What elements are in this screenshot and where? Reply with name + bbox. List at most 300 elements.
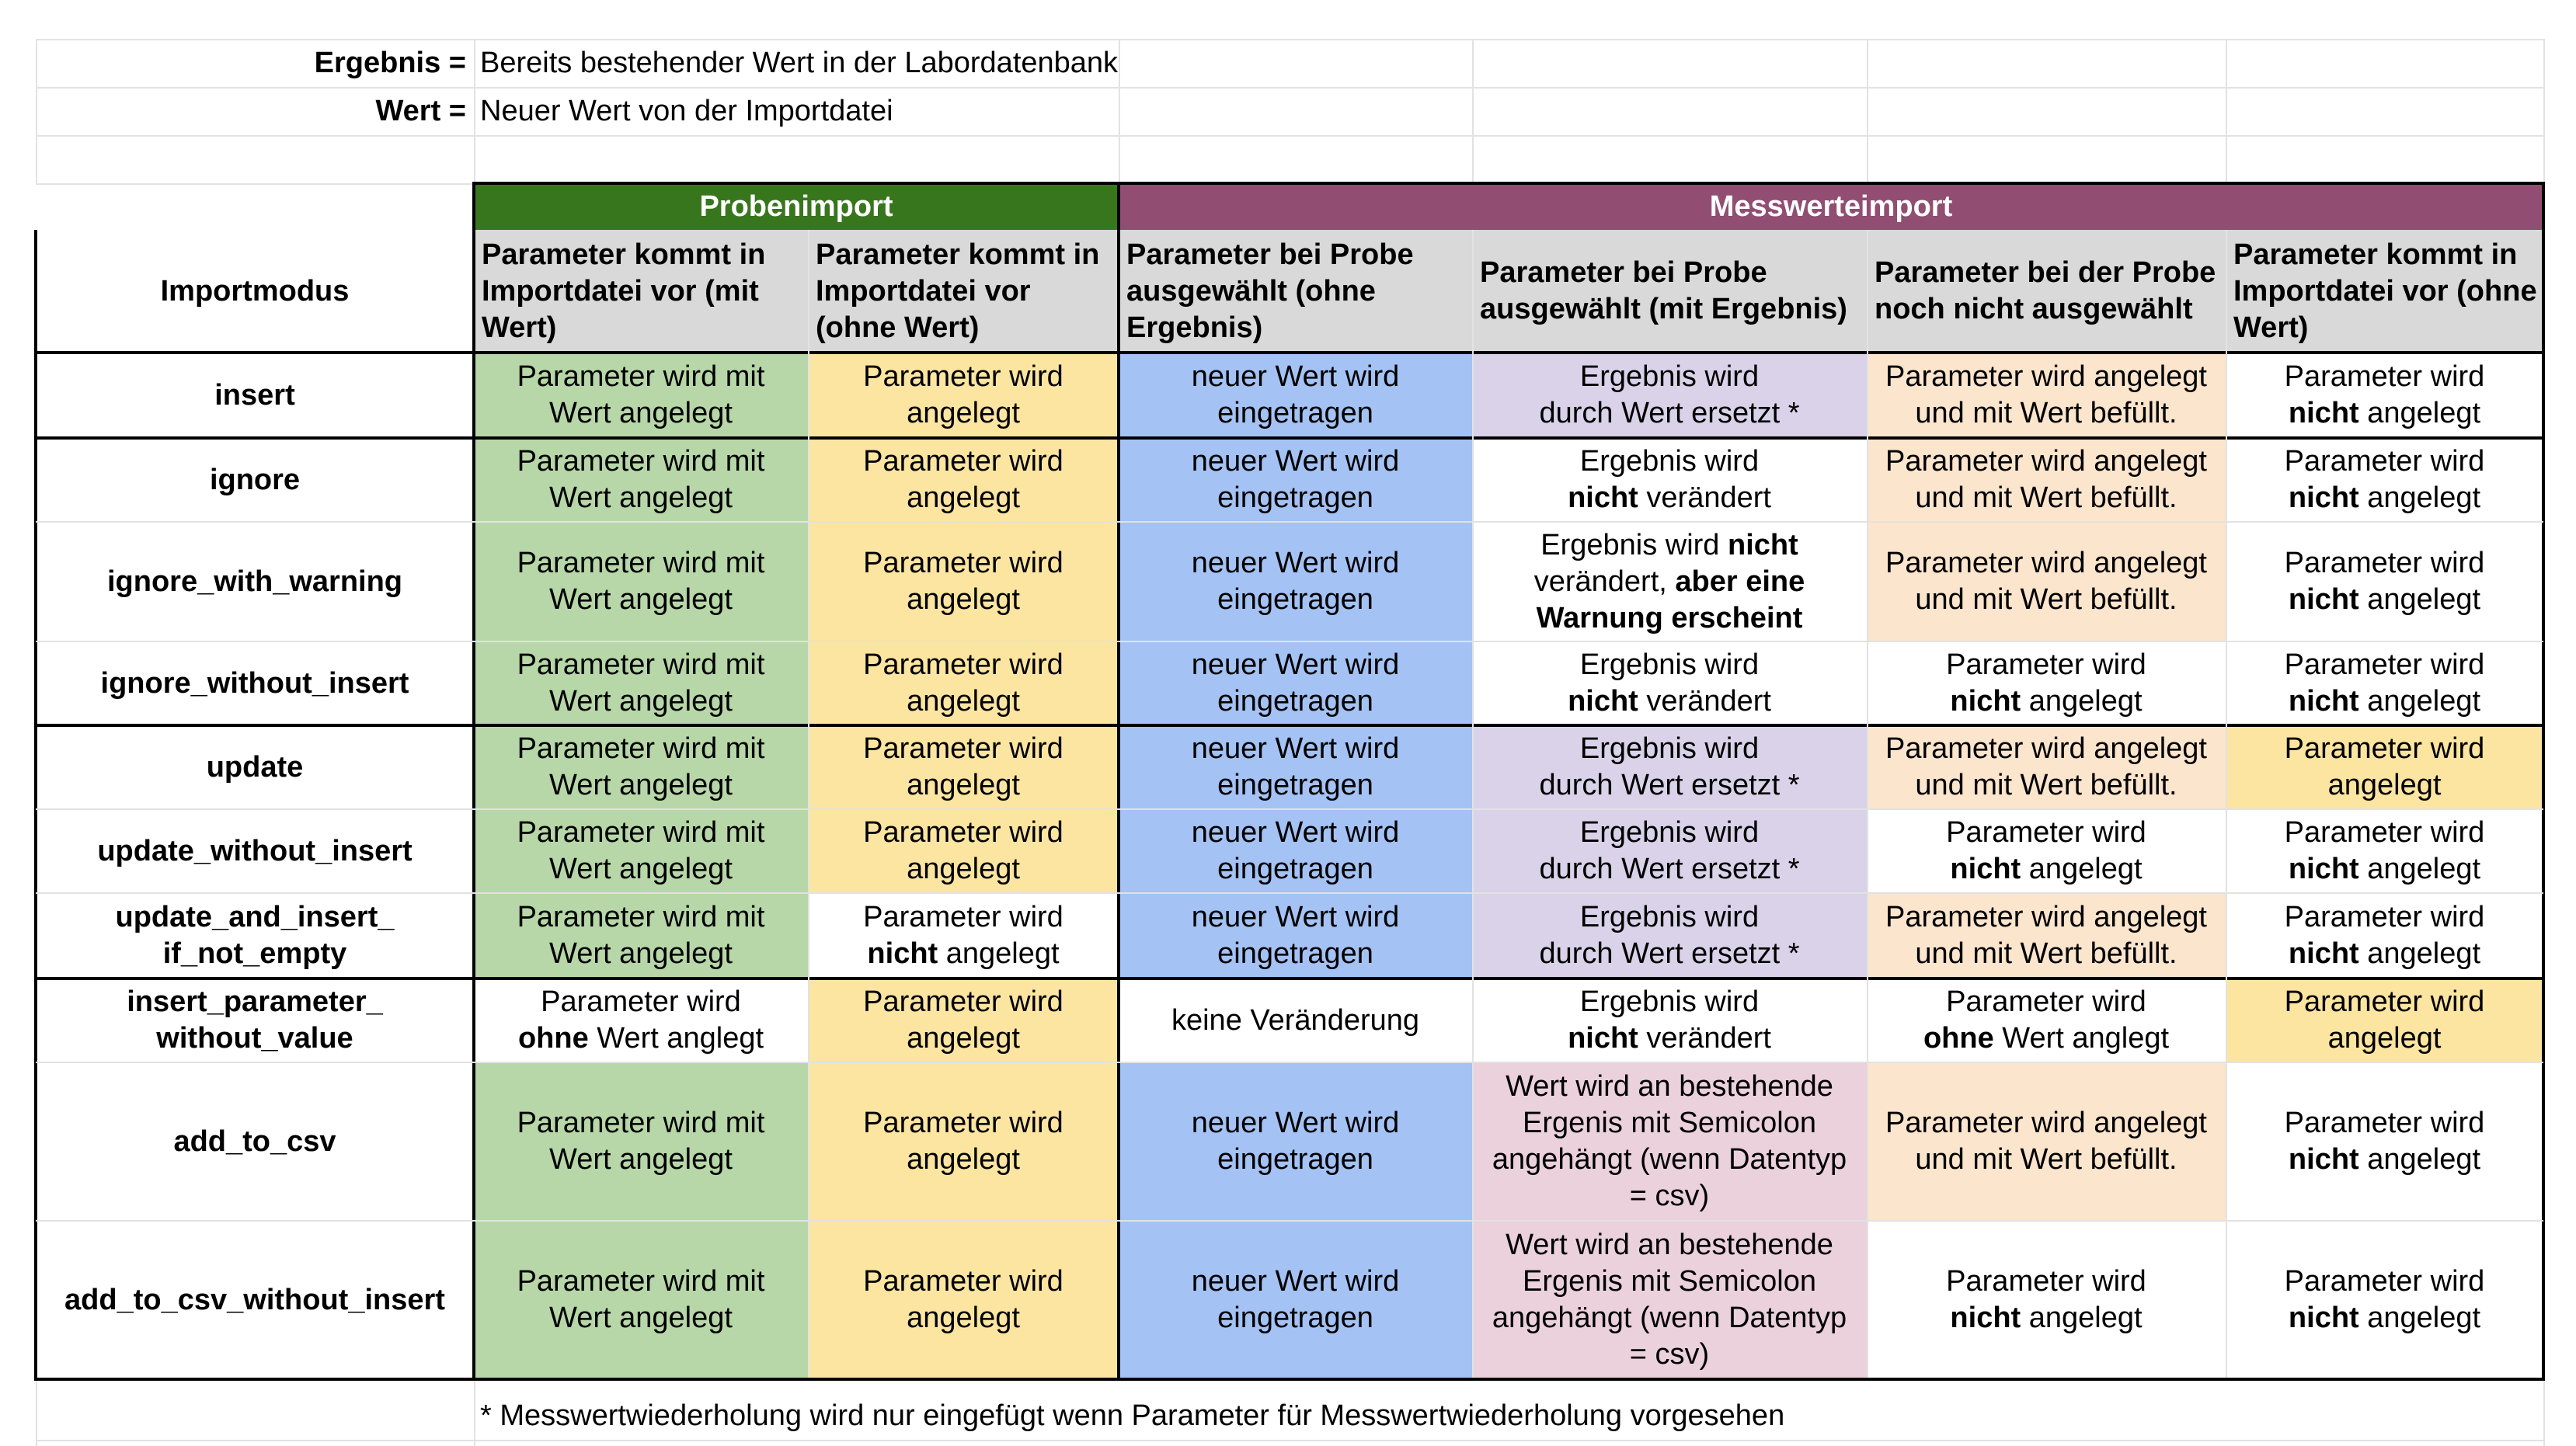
bold-text: nicht (1568, 481, 1638, 514)
text: Parameter wird (2284, 901, 2485, 933)
cell-line (549, 851, 733, 888)
text: Parameter wird (863, 732, 1063, 765)
cell-r4-c2[interactable] (808, 641, 1119, 725)
cell-line (1217, 480, 1373, 516)
cell-line (907, 1142, 1020, 1178)
cell-r5-c2[interactable] (808, 725, 1119, 809)
cell-r3-c1[interactable] (474, 522, 808, 641)
cell-r5-c3[interactable] (1119, 725, 1472, 809)
grid-line-horizontal (36, 521, 2543, 523)
cell-line (1915, 936, 2177, 972)
cell-line (907, 851, 1020, 888)
cell-line (1192, 1105, 1400, 1142)
cell-line (1217, 582, 1373, 618)
cell-line (1885, 1105, 2207, 1142)
cell-line (863, 984, 1063, 1020)
cell-r8-c2[interactable] (808, 978, 1119, 1062)
grid-line-vertical (1119, 39, 1120, 183)
bold-text: nicht (1950, 685, 2021, 718)
cell-r5-c5[interactable] (1867, 725, 2226, 809)
text: Wert angelegt (549, 1143, 733, 1176)
bold-text: nicht (1727, 528, 1798, 561)
text: neuer Wert wird (1191, 901, 1400, 933)
cell-line (1192, 1264, 1400, 1300)
text: keine Veränderung (1171, 1003, 1420, 1037)
cell-line (907, 582, 1020, 618)
text: angelegt (907, 1022, 1020, 1055)
bold-text: aber eine (1675, 565, 1805, 598)
cell-r7-c6[interactable] (2226, 893, 2543, 978)
row-mode-insert[interactable]: insert (214, 378, 295, 412)
text: Wert angelegt (549, 853, 733, 885)
cell-r6-c6[interactable] (2226, 809, 2543, 893)
text: angelegt (2358, 583, 2481, 616)
cell-line (1192, 647, 1400, 683)
text: Ergebnis wird (1579, 985, 1760, 1018)
text: angehängt (wenn Datentyp (1492, 1143, 1847, 1176)
cell-r7-c1[interactable] (474, 893, 808, 978)
text: angelegt (2021, 853, 2143, 885)
text: Parameter wird mit (517, 648, 765, 681)
grid-line-vertical (1867, 230, 1868, 1378)
text: eingetragen (1217, 583, 1373, 616)
cell-line (1580, 647, 1759, 683)
cell-line (517, 545, 765, 582)
text: Parameter wird mit (517, 1265, 765, 1298)
cell-r1-c2[interactable] (808, 353, 1119, 438)
row-mode-update_and_insert_if_not_empty[interactable]: update_and_insert_ if_not_empty (115, 901, 395, 970)
cell-r5-c4[interactable] (1472, 725, 1867, 809)
text: neuer Wert wird (1191, 547, 1400, 579)
grid-line-horizontal (36, 1440, 2543, 1441)
cell-line (1946, 815, 2146, 851)
text: durch Wert ersetzt * (1539, 937, 1800, 970)
cell-r9-c3[interactable] (1119, 1062, 1472, 1221)
grid-line-vertical (474, 1379, 475, 1446)
grid-line-horizontal (34, 351, 2545, 354)
grid-line-vertical (2226, 230, 2227, 1378)
cell-r4-c6[interactable] (2226, 641, 2543, 725)
cell-line (1568, 683, 1771, 720)
text: Wert angelegt (549, 481, 733, 514)
text: Parameter wird (863, 547, 1063, 579)
cell-line (1523, 1264, 1816, 1300)
cell-line (1580, 359, 1759, 395)
cell-line (907, 1020, 1020, 1057)
row-mode-ignore_with_warning[interactable]: ignore_with_warning (106, 565, 403, 598)
grid-line-horizontal (34, 977, 2545, 980)
cell-r10-c5[interactable] (1867, 1221, 2226, 1379)
cell-line (2285, 545, 2485, 582)
text: Parameter wird (863, 648, 1063, 681)
grid-line-vertical (808, 230, 809, 1378)
cell-line (549, 480, 733, 516)
cell-line (1580, 815, 1759, 851)
row-mode-insert_parameter_without_value[interactable]: insert_parameter_ without_value (127, 985, 383, 1055)
cell-line (1915, 1142, 2177, 1178)
grid-line-vertical (1867, 39, 1868, 183)
cell-line (863, 1105, 1063, 1142)
bold-text: nicht (2288, 685, 2359, 718)
probenimport-banner[interactable]: Probenimport (474, 183, 1119, 230)
cell-r4-c5[interactable] (1867, 641, 2226, 725)
cell-line (907, 395, 1020, 432)
cell-r6-c2[interactable] (808, 809, 1119, 893)
cell-line (863, 359, 1063, 395)
text: Parameter wird (2284, 360, 2485, 393)
text: neuer Wert wird (1191, 648, 1400, 681)
cell-line (1539, 851, 1799, 888)
cell-r7-c2[interactable] (808, 893, 1119, 978)
cell-line (549, 683, 733, 720)
text: angelegt (907, 769, 1020, 801)
cell-r8-c6[interactable] (2226, 978, 2543, 1062)
text: Parameter wird angelegt (1885, 1107, 2207, 1139)
cell-line (1568, 480, 1771, 516)
grid-line-vertical (2226, 39, 2227, 183)
cell-line (1885, 359, 2207, 395)
text: Parameter wird mit (517, 360, 765, 393)
cell-r6-c4[interactable] (1472, 809, 1867, 893)
bold-text: nicht (2288, 1302, 2359, 1334)
cell-r4-c3[interactable] (1119, 641, 1472, 725)
text: angelegt (2327, 1022, 2442, 1055)
column-header-1[interactable]: Parameter kommt in Importdatei vor (mit Wert) (474, 230, 808, 353)
cell-line (517, 1105, 765, 1142)
cell-line (2285, 815, 2485, 851)
cell-r1-c4[interactable] (1472, 353, 1867, 438)
grid-line-vertical (1472, 230, 1474, 1378)
cell-r2-c4[interactable] (1472, 438, 1867, 522)
grid-line-horizontal (36, 135, 2543, 137)
cell-line (863, 899, 1063, 936)
text: verändert, (1533, 565, 1676, 598)
text: Wert angelegt (549, 937, 733, 970)
text: eingetragen (1217, 397, 1373, 429)
row-mode-ignore_without_insert[interactable]: ignore_without_insert (100, 666, 409, 700)
text: Parameter wird (2284, 1107, 2485, 1139)
bold-text: ohne (517, 1022, 589, 1055)
bold-text: nicht (2288, 937, 2359, 970)
text: durch Wert ersetzt * (1539, 769, 1800, 801)
text: Wert angelegt (549, 397, 733, 429)
cell-r10-c3[interactable] (1119, 1221, 1472, 1379)
cell-line (1915, 480, 2177, 516)
messwerteimport-banner[interactable]: Messwerteimport (1119, 183, 2543, 230)
cell-line (1492, 1300, 1847, 1337)
cell-line (1539, 936, 1799, 972)
grid-line-vertical (2543, 1379, 2545, 1446)
column-header-2[interactable]: Parameter kommt in Importdatei vor (ohne Wert) (808, 230, 1119, 353)
cell-r10-c2[interactable] (808, 1221, 1119, 1379)
text: eingetragen (1217, 769, 1373, 801)
text: eingetragen (1217, 853, 1373, 885)
cell-line (517, 731, 765, 767)
cell-line (1539, 395, 1799, 432)
text: Parameter wird (863, 985, 1063, 1018)
cell-line (2289, 851, 2480, 888)
row-mode-ignore[interactable]: ignore (209, 463, 301, 496)
text: neuer Wert wird (1191, 1107, 1400, 1139)
cell-line (1192, 443, 1400, 480)
header-importmodus[interactable]: Importmodus (160, 274, 350, 308)
cell-r5-c6[interactable] (2226, 725, 2543, 809)
cell-line (907, 480, 1020, 516)
cell-r6-c1[interactable] (474, 809, 808, 893)
text: Ergebnis wird (1579, 901, 1760, 933)
cell-line (863, 647, 1063, 683)
text: Parameter wird mit (517, 445, 765, 478)
cell-line (1630, 1178, 1709, 1215)
cell-line (2289, 395, 2480, 432)
cell-line (907, 683, 1020, 720)
cell-r3-c4[interactable] (1472, 522, 1867, 641)
cell-r2-c5[interactable] (1867, 438, 2226, 522)
grid-line-horizontal (34, 1378, 2545, 1381)
text: eingetragen (1217, 937, 1373, 970)
grid-line-horizontal (36, 641, 2543, 642)
cell-line (518, 1020, 764, 1057)
text: neuer Wert wird (1191, 445, 1400, 478)
legend-ergebnis-label[interactable]: Ergebnis = (314, 46, 466, 79)
cell-line (1192, 899, 1400, 936)
bold-text: Warnung erscheint (1536, 601, 1803, 634)
cell-r5-c1[interactable] (474, 725, 808, 809)
cell-r2-c3[interactable] (1119, 438, 1472, 522)
text: angelegt (938, 937, 1060, 970)
text: Parameter wird (863, 360, 1063, 393)
text: Wert anglegt (1993, 1022, 2170, 1055)
cell-line (2285, 984, 2485, 1020)
column-header-3[interactable]: Parameter bei Probe ausgewählt (ohne Ergebnis) (1119, 230, 1472, 353)
cell-line (863, 1264, 1063, 1300)
cell-line (1506, 1227, 1833, 1264)
cell-r8-c1[interactable] (474, 978, 808, 1062)
cell-line (2289, 582, 2480, 618)
cell-line (549, 936, 733, 972)
cell-line (549, 395, 733, 432)
text: angelegt (2358, 1143, 2481, 1176)
cell-line (1950, 1300, 2142, 1337)
grid-line-vertical (2542, 182, 2545, 1381)
grid-line-vertical (474, 39, 475, 183)
cell-line (2289, 1300, 2480, 1337)
text: Ergebnis wird (1540, 528, 1728, 561)
grid-line-vertical (2543, 39, 2545, 183)
text: angelegt (2327, 769, 2442, 801)
text: Ergebnis wird (1579, 445, 1760, 478)
cell-r2-c6[interactable] (2226, 438, 2543, 522)
cell-line (1171, 1003, 1419, 1039)
row-mode-update_without_insert[interactable]: update_without_insert (97, 834, 413, 867)
cell-line (1630, 1337, 1709, 1373)
cell-r9-c2[interactable] (808, 1062, 1119, 1221)
cell-line (1915, 767, 2177, 804)
text: angelegt (907, 1143, 1020, 1176)
bold-text: ohne (1923, 1022, 1994, 1055)
cell-r3-c3[interactable] (1119, 522, 1472, 641)
cell-line (1217, 1142, 1373, 1178)
text: Parameter wird (2284, 732, 2485, 765)
cell-line (2289, 936, 2480, 972)
cell-r1-c3[interactable] (1119, 353, 1472, 438)
cell-line (1568, 1020, 1771, 1057)
cell-line (2285, 359, 2485, 395)
text: Parameter wird (2284, 985, 2485, 1018)
text: angelegt (907, 583, 1020, 616)
cell-line (517, 443, 765, 480)
bold-text: nicht (1568, 1022, 1638, 1055)
cell-line (517, 1264, 765, 1300)
text: neuer Wert wird (1191, 816, 1400, 849)
bold-text: nicht (2288, 853, 2359, 885)
cell-line (867, 936, 1059, 972)
cell-r1-c1[interactable] (474, 353, 808, 438)
text: angelegt (907, 397, 1020, 429)
cell-r8-c4[interactable] (1472, 978, 1867, 1062)
text: Parameter wird (863, 1265, 1063, 1298)
text: angelegt (2358, 481, 2481, 514)
text: Parameter wird angelegt (1885, 901, 2207, 933)
text: Parameter wird (1946, 648, 2146, 681)
cell-r1-c6[interactable] (2226, 353, 2543, 438)
text: Parameter wird angelegt (1885, 732, 2207, 765)
cell-r3-c2[interactable] (808, 522, 1119, 641)
text: angelegt (907, 481, 1020, 514)
cell-r3-c5[interactable] (1867, 522, 2226, 641)
cell-r1-c5[interactable] (1867, 353, 2226, 438)
cell-line (1534, 564, 1805, 600)
column-header-6[interactable]: Parameter kommt in Importdatei vor (ohne Wert) (2226, 230, 2543, 353)
cell-line (1217, 1300, 1373, 1337)
cell-r6-c5[interactable] (1867, 809, 2226, 893)
cell-line (2289, 1142, 2480, 1178)
cell-r6-c3[interactable] (1119, 809, 1472, 893)
cell-line (2285, 1105, 2485, 1142)
text: Parameter wird (2284, 445, 2485, 478)
grid-line-horizontal (34, 436, 2545, 440)
column-header-5[interactable]: Parameter bei der Probe noch nicht ausgewählt (1867, 230, 2226, 353)
cell-line (1540, 527, 1798, 564)
text: angelegt (2358, 853, 2481, 885)
row-mode-add_to_csv_without_insert[interactable]: add_to_csv_without_insert (64, 1283, 445, 1316)
legend-ergebnis-text[interactable]: Bereits bestehender Wert in der Labordatenbank (480, 46, 1119, 79)
text: neuer Wert wird (1191, 732, 1400, 765)
text: angelegt (907, 1302, 1020, 1334)
cell-r7-c4[interactable] (1472, 893, 1867, 978)
text: Parameter wird (863, 816, 1063, 849)
cell-line (863, 545, 1063, 582)
cell-line (1885, 443, 2207, 480)
text: Parameter wird mit (517, 547, 765, 579)
column-header-4[interactable]: Parameter bei Probe ausgewählt (mit Ergebnis) (1472, 230, 1867, 353)
cell-line (1946, 1264, 2146, 1300)
cell-line (1192, 545, 1400, 582)
text: Parameter wird mit (517, 816, 765, 849)
text: und mit Wert befüllt. (1915, 397, 2177, 429)
text: angelegt (907, 685, 1020, 718)
text: angelegt (2358, 685, 2481, 718)
cell-r9-c1[interactable] (474, 1062, 808, 1221)
legend-wert-text[interactable]: Neuer Wert von der Importdatei (480, 94, 893, 127)
cell-line (1950, 683, 2142, 720)
cell-line (541, 984, 741, 1020)
cell-line (1217, 936, 1373, 972)
text: Ergenis mit Semicolon (1522, 1107, 1817, 1139)
grid-line-vertical (36, 39, 37, 183)
cell-line (2289, 480, 2480, 516)
cell-r10-c4[interactable] (1472, 1221, 1867, 1379)
cell-r8-c3[interactable] (1119, 978, 1472, 1062)
cell-r10-c1[interactable] (474, 1221, 808, 1379)
grid-line-vertical (34, 230, 37, 1381)
cell-r7-c3[interactable] (1119, 893, 1472, 978)
cell-line (2285, 899, 2485, 936)
cell-line (1915, 395, 2177, 432)
cell-r9-c5[interactable] (1867, 1062, 2226, 1221)
text: und mit Wert befüllt. (1915, 583, 2177, 616)
text: eingetragen (1217, 481, 1373, 514)
cell-line (1192, 731, 1400, 767)
cell-r2-c1[interactable] (474, 438, 808, 522)
grid-line-vertical (36, 1379, 37, 1446)
cell-line (863, 443, 1063, 480)
text: Wert angelegt (549, 1302, 733, 1334)
cell-line (2285, 647, 2485, 683)
cell-r4-c1[interactable] (474, 641, 808, 725)
text: Parameter wird angelegt (1885, 547, 2207, 579)
text: angelegt (2358, 1302, 2481, 1334)
bold-text: nicht (867, 937, 938, 970)
row-mode-update[interactable]: update (206, 750, 304, 784)
cell-r4-c4[interactable] (1472, 641, 1867, 725)
cell-line (863, 815, 1063, 851)
footnote[interactable]: * Messwertwiederholung wird nur eingefügt wenn Parameter für Messwertwiederholung vorgesehen (480, 1399, 1785, 1432)
text: und mit Wert befüllt. (1915, 937, 2177, 970)
legend-wert-label[interactable]: Wert = (375, 94, 466, 127)
cell-r7-c5[interactable] (1867, 893, 2226, 978)
cell-r9-c6[interactable] (2226, 1062, 2543, 1221)
cell-line (1946, 647, 2146, 683)
text: angelegt (2358, 397, 2481, 429)
cell-r8-c5[interactable] (1867, 978, 2226, 1062)
cell-r9-c4[interactable] (1472, 1062, 1867, 1221)
text: = csv) (1629, 1180, 1710, 1212)
bold-text: nicht (1950, 853, 2021, 885)
cell-r3-c6[interactable] (2226, 522, 2543, 641)
text: verändert (1638, 481, 1771, 514)
cell-r2-c2[interactable] (808, 438, 1119, 522)
cell-line (907, 1300, 1020, 1337)
text: Parameter wird (1946, 1265, 2146, 1298)
text: durch Wert ersetzt * (1539, 397, 1800, 429)
cell-line (1885, 731, 2207, 767)
text: Wert anglegt (588, 1022, 764, 1055)
text: angelegt (2021, 1302, 2143, 1334)
text: neuer Wert wird (1191, 360, 1400, 393)
text: Parameter wird (863, 901, 1063, 933)
text: Wert wird an bestehende (1506, 1229, 1833, 1261)
cell-line (1915, 582, 2177, 618)
cell-line (907, 767, 1020, 804)
grid-line-horizontal (36, 892, 2543, 894)
text: Ergebnis wird (1579, 732, 1760, 765)
cell-line (1885, 899, 2207, 936)
cell-line (1192, 359, 1400, 395)
cell-line (517, 899, 765, 936)
cell-r10-c6[interactable] (2226, 1221, 2543, 1379)
row-mode-add_to_csv[interactable]: add_to_csv (173, 1124, 336, 1158)
